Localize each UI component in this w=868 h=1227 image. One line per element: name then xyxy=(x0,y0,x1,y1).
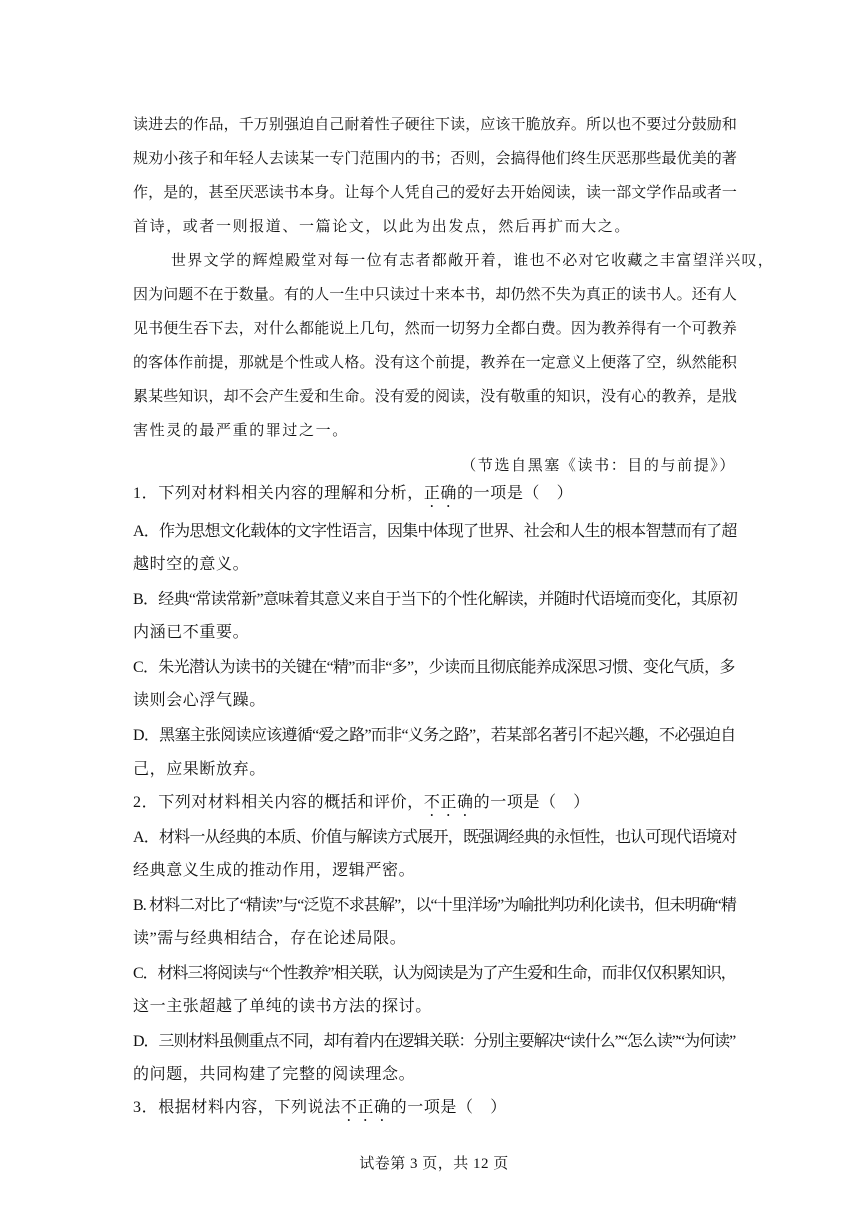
q1-option-c-cont: 读则会心浮气躁。 xyxy=(133,692,266,709)
stem-text: 2．下列对材料相关内容的概括和评价， xyxy=(133,794,424,811)
stem-emphasis: 不正确 xyxy=(423,794,474,811)
stem-text: 3．根据材料内容，下列说法 xyxy=(133,1099,341,1116)
stem-text: 的一项是（ ） xyxy=(390,1099,507,1116)
passage-line: 规劝小孩子和年轻人去读某一专门范围内的书；否则，会搞得他们终生厌恶那些最优美的著 xyxy=(133,149,738,167)
passage-line: 见书便生吞下去，对什么都能说上几句，然而一切努力全都白费。因为教养得有一个可教养 xyxy=(133,319,738,337)
q1-option-d-cont: 己，应果断放弃。 xyxy=(133,761,266,778)
q1-option-c: C．朱光潜认为读书的关键在“精”而非“多”，少读而且彻底能养成深思习惯、变化气质，多 xyxy=(133,659,735,676)
q2-option-c-cont: 这一主张超越了单纯的读书方法的探讨。 xyxy=(133,998,432,1015)
q2-option-d-cont: 的问题，共同构建了完整的阅读理念。 xyxy=(133,1066,416,1083)
passage-line: 害性灵的最严重的罪过之一。 xyxy=(133,421,349,439)
passage-line: 因为问题不在于数量。有的人一生中只读过十来本书，却仍然不失为真正的读书人。还有人 xyxy=(133,285,738,303)
passage-line: 累某些知识，却不会产生爱和生命。没有爱的阅读，没有敬重的知识，没有心的教养，是戕 xyxy=(133,387,738,405)
passage-line: 读进去的作品，千万别强迫自己耐着性子硬往下读，应该干脆放弃。所以也不要过分鼓励和 xyxy=(133,115,738,133)
stem-text: 的一项是（ ） xyxy=(473,794,590,811)
stem-emphasis: 不正确 xyxy=(340,1099,391,1116)
question-3-stem xyxy=(133,1098,738,1125)
q1-option-b: B．经典“常读常新”意味着其意义来自于当下的个性化解读，并随时代语境而变化，其原初 xyxy=(133,591,738,608)
question-2-stem xyxy=(133,793,738,820)
passage-line: 世界文学的辉煌殿堂对每一位有志者都敞开着，谁也不必对它收藏之丰富望洋兴叹， xyxy=(171,251,775,269)
passage-line: 作，是的，甚至厌恶读书本身。让每个人凭自己的爱好去开始阅读，读一部文学作品或者一 xyxy=(133,183,738,201)
q2-option-b-cont: 读”需与经典相结合，存在论述局限。 xyxy=(133,930,407,947)
stem-text: 1．下列对材料相关内容的理解和分析， xyxy=(133,485,424,502)
page-footer: 试卷第 3 页，共 12 页 xyxy=(359,1156,509,1172)
passage-line: 首诗，或者一则报道、一篇论文，以此为出发点，然后再扩而大之。 xyxy=(133,217,632,235)
q2-option-b: B. 材料二对比了“精读”与“泛览不求甚解”，以“十里洋场”为喻批判功利化读书，但未明确“精 xyxy=(133,897,736,914)
q1-option-a: A．作为思想文化载体的文字性语言，因集中体现了世界、社会和人生的根本智慧而有了超 xyxy=(133,523,737,540)
q2-option-d: D．三则材料虽侧重点不同，却有着内在逻辑关联：分别主要解决“读什么”“怎么读”“为何读” xyxy=(133,1033,736,1050)
q2-option-a-cont: 经典意义生成的推动作用，逻辑严密。 xyxy=(133,862,416,879)
passage-line: 的客体作前提，那就是个性或人格。没有这个前提，教养在一定意义上便落了空，纵然能积 xyxy=(133,353,738,371)
q1-option-a-cont: 越时空的意义。 xyxy=(133,556,250,573)
question-1-stem xyxy=(133,484,738,511)
q2-option-c: C．材料三将阅读与“个性教养”相关联，认为阅读是为了产生爱和生命，而非仅仅积累知识， xyxy=(133,965,736,982)
stem-emphasis: 正确 xyxy=(423,485,458,502)
q1-option-d: D．黑塞主张阅读应该遵循“爱之路”而非“义务之路”，若某部名著引不起兴趣，不必强迫自 xyxy=(133,727,736,744)
source-citation: （节选自黑塞《读书：目的与前提》） xyxy=(461,456,736,474)
stem-text: 的一项是（ ） xyxy=(457,485,574,502)
q1-option-b-cont: 内涵已不重要。 xyxy=(133,624,250,641)
q2-option-a: A．材料一从经典的本质、价值与解读方式展开，既强调经典的永恒性，也认可现代语境对 xyxy=(133,829,737,846)
